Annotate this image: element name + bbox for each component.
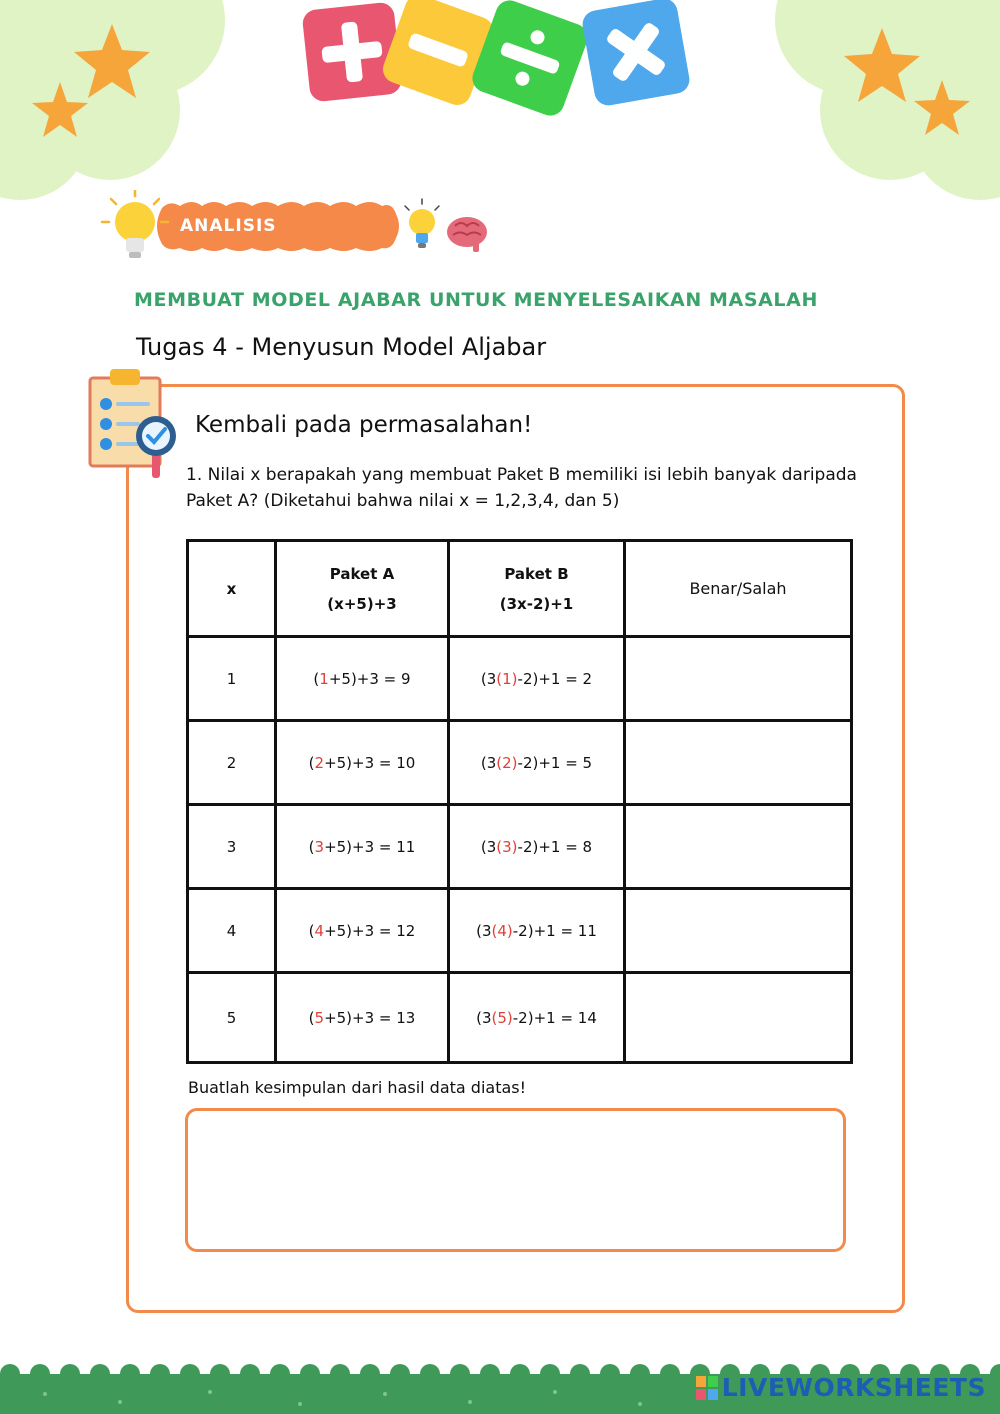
substituted-value: (4) [491,921,513,940]
formula-part: ( [308,921,315,940]
header-x-label: x [226,579,237,598]
brand-logo[interactable] [696,1373,986,1402]
formula-part: -2)+1 = 14 [512,1008,597,1027]
frame-heading: Kembali pada permasalahan! [195,412,533,438]
table-row [188,973,852,1063]
formula-part: ( [313,669,320,688]
brand-name: LIVEWORKSHEETS [721,1373,986,1402]
lightbulb-icon [405,199,439,248]
header-paket-b [449,541,625,637]
formula-part: (3 [476,921,492,940]
header-result [625,541,852,637]
cell-paket-a [276,889,449,973]
formula-part: +5)+3 = 9 [328,669,411,688]
formula-part: -2)+1 = 11 [512,921,597,940]
answer-cell-benar-salah[interactable] [625,889,852,973]
formula-part: (3 [476,1008,492,1027]
cell-x: 2 [188,721,276,805]
minus-icon [379,0,497,109]
formula-part: ( [308,753,315,772]
brand-mark-icon [696,1376,718,1400]
cell-paket-a [276,637,449,721]
section-badge [100,190,500,270]
header-paket-a-formula: (x+5)+3 [327,594,397,613]
substituted-value: 1 [319,669,329,688]
formula-part: (3 [480,837,497,856]
cell-paket-a [276,973,449,1063]
header-result-label: Benar/Salah [689,579,787,598]
cell-x: 3 [188,805,276,889]
math-operators-banner [300,0,700,125]
section-label: ANALISIS [180,216,277,236]
table-row [188,637,852,721]
question-text: 1. Nilai x berapakah yang membuat Paket B memiliki isi lebih banyak daripada Paket A? (Diketahui bahwa nilai x = 1,2,3,4, dan 5) [186,465,857,511]
header-paket-a-title: Paket A [329,564,395,583]
formula-part: -2)+1 = 2 [517,669,593,688]
brain-icon [447,217,487,252]
clipboard-check-icon [86,366,186,484]
formula-part: +5)+3 = 11 [324,837,416,856]
table-row [188,721,852,805]
table-header-row [188,541,852,637]
answer-cell-benar-salah[interactable] [625,637,852,721]
divide-icon [468,0,591,120]
answer-cell-benar-salah[interactable] [625,805,852,889]
answer-cell-benar-salah[interactable] [625,973,852,1063]
formula-part: +5)+3 = 10 [324,753,416,772]
table-row [188,805,852,889]
page-title: Tugas 4 - Menyusun Model Aljabar [136,333,547,361]
plus-icon [301,1,402,102]
header-paket-b-title: Paket B [504,564,569,583]
formula-part: (3 [480,753,497,772]
substituted-value: (3) [496,837,518,856]
cell-paket-b [449,805,625,889]
decor-cloud-top-left [0,0,230,210]
substituted-value: 2 [314,753,325,772]
answer-cell-benar-salah[interactable] [625,721,852,805]
cell-paket-a [276,721,449,805]
cell-paket-b [449,973,625,1063]
substituted-value: (2) [496,753,518,772]
substituted-value: 3 [314,837,325,856]
formula-part: -2)+1 = 8 [517,837,593,856]
header-x [188,541,276,637]
cell-paket-a [276,805,449,889]
formula-part: +5)+3 = 13 [324,1008,416,1027]
conclusion-answer-box[interactable] [185,1108,846,1252]
cell-x: 4 [188,889,276,973]
substituted-value: (5) [491,1008,513,1027]
cell-paket-b [449,721,625,805]
cell-paket-b [449,637,625,721]
data-table [186,539,853,1064]
formula-part: ( [308,1008,315,1027]
formula-part: +5)+3 = 12 [324,921,416,940]
header-paket-a [276,541,449,637]
cell-x: 5 [188,973,276,1063]
substituted-value: 4 [314,921,325,940]
formula-part: (3 [480,669,497,688]
substituted-value: (1) [496,669,518,688]
conclusion-prompt: Buatlah kesimpulan dari hasil data diatas! [188,1078,527,1097]
times-icon [580,0,691,108]
cell-x: 1 [188,637,276,721]
table-row [188,889,852,973]
formula-part: ( [308,837,315,856]
cell-paket-b [449,889,625,973]
decor-cloud-top-right [770,0,1000,210]
header-paket-b-formula: (3x-2)+1 [499,594,574,613]
page-subtitle: MEMBUAT MODEL AJABAR UNTUK MENYELESAIKAN MASALAH [134,289,818,311]
formula-part: -2)+1 = 5 [517,753,593,772]
substituted-value: 5 [314,1008,325,1027]
